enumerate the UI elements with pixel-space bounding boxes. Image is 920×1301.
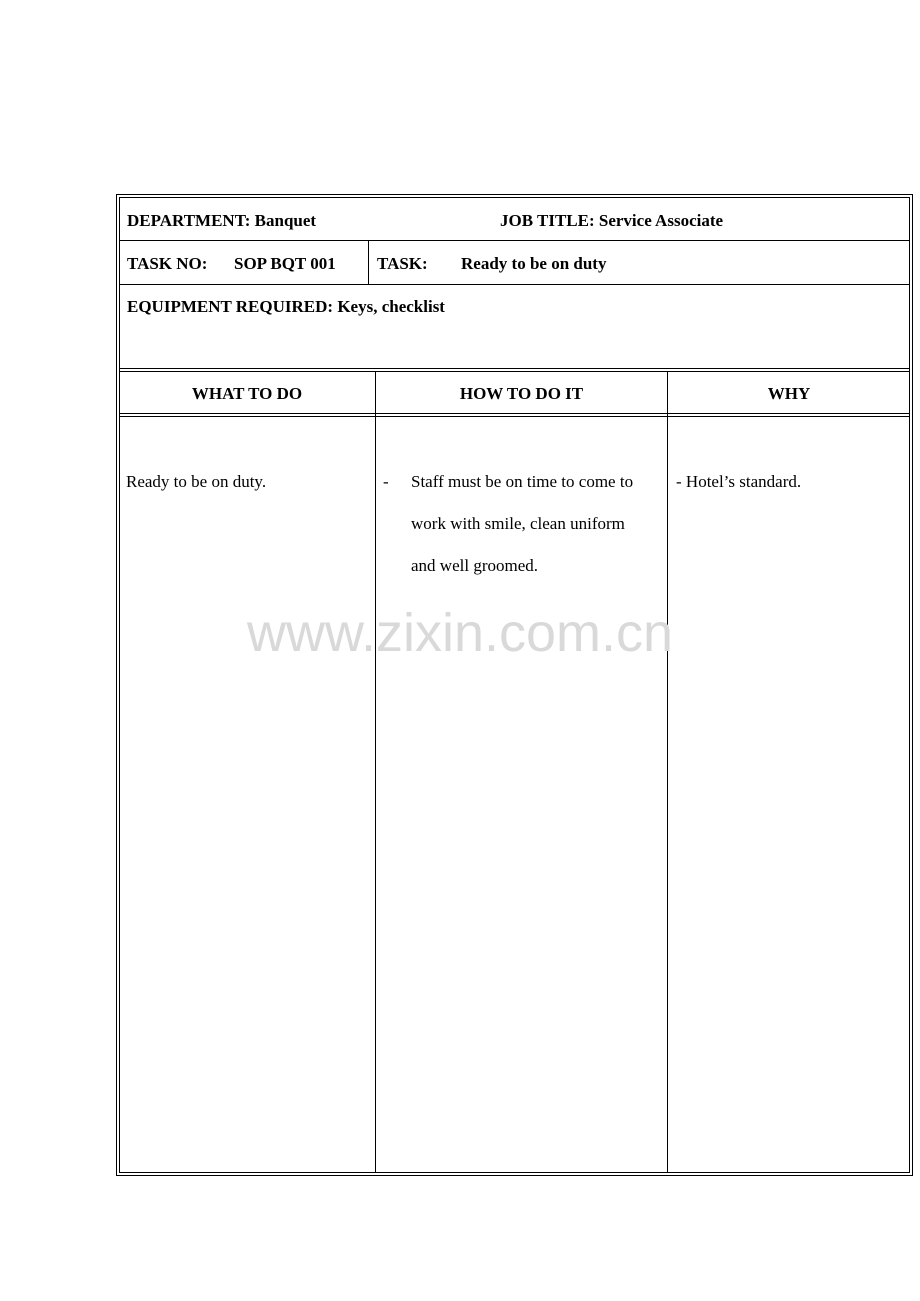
how-bullet: - [383, 472, 389, 491]
task-label: TASK: [377, 254, 428, 273]
table-inner-border [119, 197, 910, 1173]
row-divider [119, 284, 910, 285]
row-divider [119, 371, 910, 372]
equipment-label: EQUIPMENT REQUIRED: Keys, checklist [127, 297, 445, 316]
column-header-why: WHY [767, 384, 811, 403]
department-label: DEPARTMENT: Banquet [127, 211, 317, 230]
row-divider [119, 368, 910, 369]
column-divider [375, 371, 376, 1173]
task-value: Ready to be on duty [461, 254, 607, 273]
how-to-do-line: Staff must be on time to come to [411, 472, 634, 491]
job-title-label: JOB TITLE: Service Associate [500, 211, 724, 230]
how-to-do-line: and well groomed. [411, 556, 538, 575]
task-no-label: TASK NO: [127, 254, 208, 273]
how-to-do-line: work with smile, clean uniform [411, 514, 625, 533]
cell-divider [368, 240, 369, 284]
why-cell: - Hotel’s standard. [676, 472, 802, 491]
column-header-what: WHAT TO DO [191, 384, 303, 403]
row-divider [119, 413, 910, 414]
column-header-how: HOW TO DO IT [459, 384, 584, 403]
task-no-value: SOP BQT 001 [234, 254, 336, 273]
watermark: www.zixin.com.cn [246, 603, 674, 663]
column-divider [667, 371, 668, 1173]
row-divider [119, 240, 910, 241]
what-to-do-cell: Ready to be on duty. [126, 472, 267, 491]
row-divider [119, 416, 910, 417]
